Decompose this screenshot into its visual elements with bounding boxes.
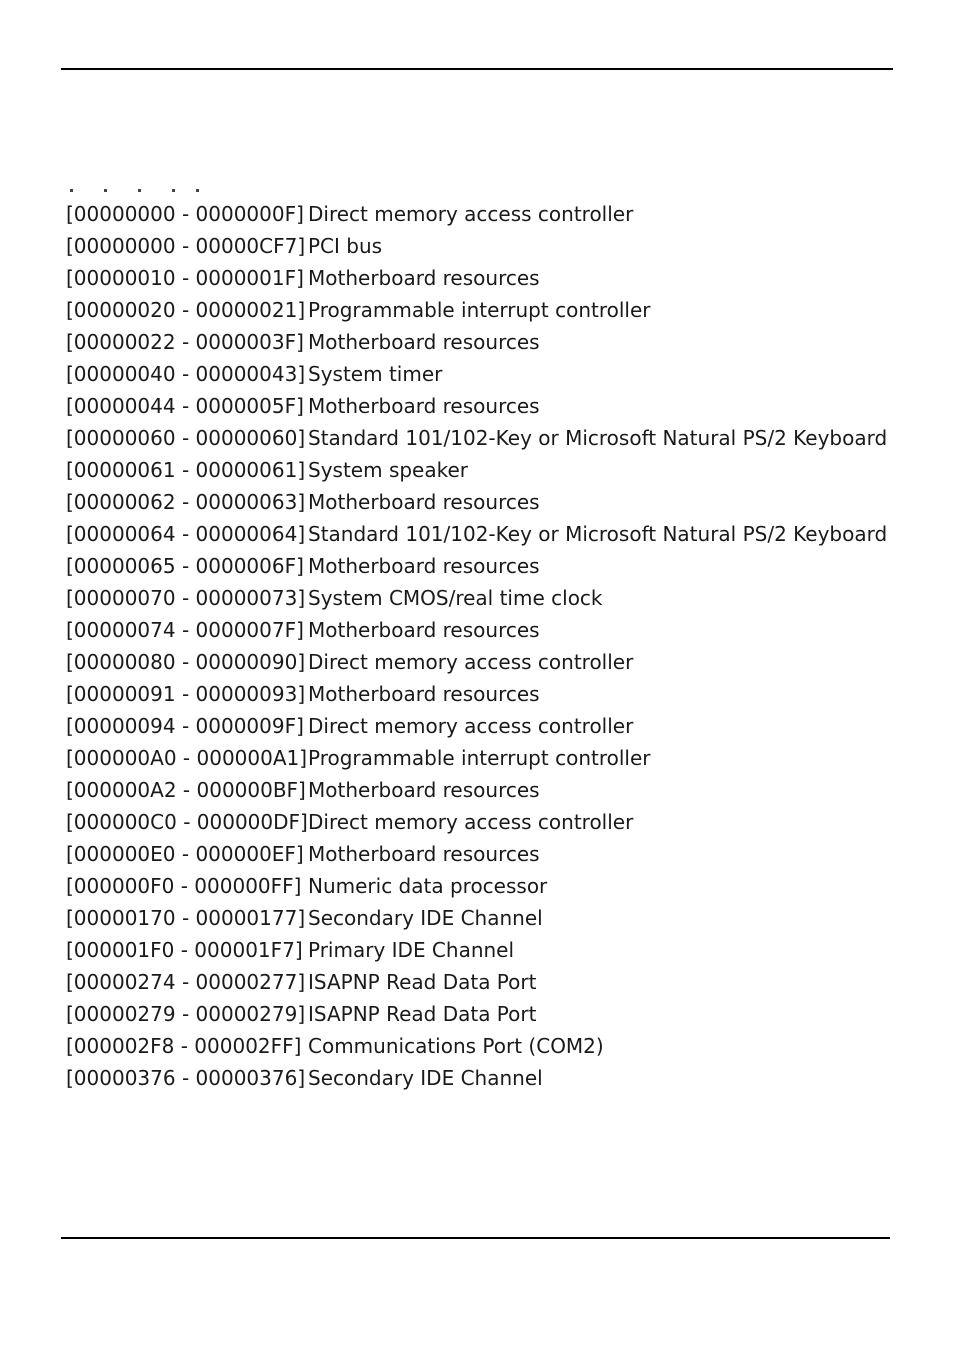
- device-name: Programmable interrupt controller: [308, 746, 651, 770]
- device-name: Secondary IDE Channel: [308, 906, 543, 930]
- device-name: Motherboard resources: [308, 490, 540, 514]
- io-range: [00000064 - 00000064]: [66, 522, 306, 546]
- io-range: [00000060 - 00000060]: [66, 426, 306, 450]
- resource-row: [66, 1062, 906, 1094]
- device-name: Direct memory access controller: [308, 714, 634, 738]
- io-range: [000000A2 - 000000BF]: [66, 778, 306, 802]
- resource-row: [66, 294, 906, 326]
- device-name: Secondary IDE Channel: [308, 1066, 543, 1090]
- resource-row: [66, 390, 906, 422]
- resource-row: [66, 230, 906, 262]
- device-name: System CMOS/real time clock: [308, 586, 603, 610]
- io-range: [00000065 - 0000006F]: [66, 554, 304, 578]
- io-range: [00000000 - 0000000F]: [66, 202, 304, 226]
- io-range: [00000376 - 00000376]: [66, 1066, 306, 1090]
- io-range: [000002F8 - 000002FF]: [66, 1034, 302, 1058]
- resource-row: [66, 966, 906, 998]
- device-name: Direct memory access controller: [308, 810, 634, 834]
- io-range: [000000E0 - 000000EF]: [66, 842, 304, 866]
- device-name: Direct memory access controller: [308, 650, 634, 674]
- io-range: [000000A0 - 000000A1]: [66, 746, 308, 770]
- resource-row: [66, 326, 906, 358]
- device-name: Motherboard resources: [308, 554, 540, 578]
- resource-row: [66, 614, 906, 646]
- device-name: Direct memory access controller: [308, 202, 634, 226]
- resource-row: [66, 454, 906, 486]
- io-range: [00000040 - 00000043]: [66, 362, 306, 386]
- device-name: System speaker: [308, 458, 469, 482]
- device-name: Standard 101/102-Key or Microsoft Natural PS/2 Keyboard: [308, 522, 888, 546]
- device-name: Standard 101/102-Key or Microsoft Natural PS/2 Keyboard: [308, 426, 888, 450]
- io-range: [00000091 - 00000093]: [66, 682, 306, 706]
- resource-row: [66, 998, 906, 1030]
- resource-row: [66, 582, 906, 614]
- resource-row: [66, 742, 906, 774]
- resource-row: [66, 646, 906, 678]
- resource-row: [66, 678, 906, 710]
- io-range: [00000074 - 0000007F]: [66, 618, 304, 642]
- device-name: Primary IDE Channel: [308, 938, 515, 962]
- resource-row: [66, 358, 906, 390]
- device-name: PCI bus: [308, 234, 383, 258]
- device-name: Communications Port (COM2): [308, 1034, 604, 1058]
- io-range: [00000080 - 00000090]: [66, 650, 306, 674]
- resource-row: [66, 1030, 906, 1062]
- footer-rule: [61, 1237, 890, 1239]
- io-range: [00000020 - 00000021]: [66, 298, 306, 322]
- resource-row: [66, 710, 906, 742]
- io-range: [000000C0 - 000000DF]: [66, 810, 308, 834]
- io-range: [00000010 - 0000001F]: [66, 266, 304, 290]
- device-name: Motherboard resources: [308, 618, 540, 642]
- resource-row: [66, 518, 906, 550]
- io-resource-list: [66, 198, 906, 1094]
- device-name: Numeric data processor: [308, 874, 548, 898]
- io-range: [00000279 - 00000279]: [66, 1002, 306, 1026]
- clipped-previous-line: [68, 186, 208, 192]
- resource-row: [66, 934, 906, 966]
- io-range: [00000170 - 00000177]: [66, 906, 306, 930]
- io-range: [000001F0 - 000001F7]: [66, 938, 303, 962]
- header-rule: [61, 68, 893, 70]
- resource-row: [66, 550, 906, 582]
- device-name: Motherboard resources: [308, 778, 540, 802]
- io-range: [00000022 - 0000003F]: [66, 330, 304, 354]
- resource-row: [66, 838, 906, 870]
- io-range: [00000061 - 00000061]: [66, 458, 306, 482]
- resource-row: [66, 870, 906, 902]
- resource-row: [66, 806, 906, 838]
- device-name: ISAPNP Read Data Port: [308, 970, 537, 994]
- resource-row: [66, 422, 906, 454]
- device-name: Motherboard resources: [308, 330, 540, 354]
- io-range: [000000F0 - 000000FF]: [66, 874, 302, 898]
- device-name: System timer: [308, 362, 443, 386]
- resource-row: [66, 486, 906, 518]
- io-range: [00000044 - 0000005F]: [66, 394, 304, 418]
- device-name: Motherboard resources: [308, 266, 540, 290]
- io-range: [00000000 - 00000CF7]: [66, 234, 306, 258]
- device-name: Programmable interrupt controller: [308, 298, 651, 322]
- resource-row: [66, 262, 906, 294]
- io-range: [00000094 - 0000009F]: [66, 714, 304, 738]
- resource-row: [66, 774, 906, 806]
- device-name: Motherboard resources: [308, 394, 540, 418]
- device-name: Motherboard resources: [308, 842, 540, 866]
- io-range: [00000070 - 00000073]: [66, 586, 306, 610]
- resource-row: [66, 902, 906, 934]
- io-range: [00000274 - 00000277]: [66, 970, 306, 994]
- io-range: [00000062 - 00000063]: [66, 490, 306, 514]
- device-name: ISAPNP Read Data Port: [308, 1002, 537, 1026]
- device-name: Motherboard resources: [308, 682, 540, 706]
- resource-row: [66, 198, 906, 230]
